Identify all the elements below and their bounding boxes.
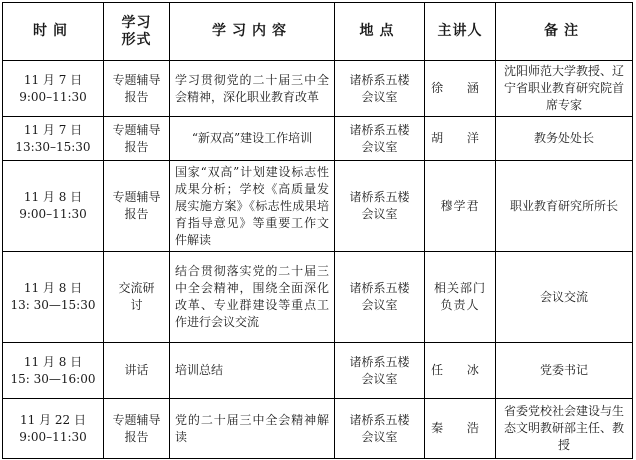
header-time: 时间: [3, 3, 104, 61]
form-cell: 专题辅导报告: [104, 117, 170, 161]
header-content: 学习内容: [170, 3, 335, 61]
header-form: 学习形式: [104, 3, 170, 61]
header-location: 地点: [335, 3, 425, 61]
content-cell: 党的二十届三中全会精神解读: [170, 399, 335, 459]
form-cell: 讲话: [104, 343, 170, 399]
date-time-cell: [3, 399, 104, 459]
location-cell: 诸桥系五楼会议室: [335, 399, 425, 459]
speaker-cell: 胡 洋: [425, 117, 496, 161]
schedule-table-container: [2, 2, 632, 458]
date-text: 11 月 7 日: [23, 72, 83, 87]
time-text: 15: 30—16:00: [10, 371, 96, 386]
speaker-cell: 秦 浩: [425, 399, 496, 459]
time-text: 9:00–11:30: [19, 429, 87, 444]
table-row: [3, 252, 633, 343]
date-text: 11 月 8 日: [23, 190, 83, 204]
table-row: [3, 343, 633, 399]
time-text: 13:30–15:30: [15, 139, 91, 154]
table-row: [3, 399, 633, 459]
content-cell: 培训总结: [170, 343, 335, 399]
remarks-cell: 省委党校社会建设与生态文明教研部主任、教授: [496, 399, 633, 459]
location-cell: 诸桥系五楼会议室: [335, 117, 425, 161]
date-text: 11 月 22 日: [20, 412, 86, 427]
time-text: 9:00–11:30: [19, 207, 87, 221]
table-row: [3, 61, 633, 117]
time-text: 9:00–11:30: [19, 89, 87, 104]
speaker-cell: 穆学君: [425, 161, 496, 252]
table-header-row: [3, 3, 633, 61]
content-cell: “新双高”建设工作培训: [170, 117, 335, 161]
date-text: 11 月 7 日: [23, 122, 83, 137]
date-time-cell: [3, 161, 104, 252]
remarks-cell: 党委书记: [496, 343, 633, 399]
speaker-cell: 任 冰: [425, 343, 496, 399]
form-cell: 交流研讨: [104, 252, 170, 343]
date-text: 11 月 8 日: [23, 281, 83, 295]
form-cell: 专题辅导报告: [104, 399, 170, 459]
remarks-cell: 教务处处长: [496, 117, 633, 161]
date-time-cell: [3, 61, 104, 117]
date-time-cell: [3, 117, 104, 161]
speaker-cell: 相关部门负责人: [425, 252, 496, 343]
header-speaker: 主讲人: [425, 3, 496, 61]
study-schedule-table: [2, 2, 633, 459]
location-cell: 诸桥系五楼会议室: [335, 61, 425, 117]
form-cell: 专题辅导报告: [104, 161, 170, 252]
table-row: [3, 117, 633, 161]
time-text: 13: 30—15:30: [10, 298, 96, 312]
location-cell: 诸桥系五楼会议室: [335, 252, 425, 343]
speaker-cell: 徐 涵: [425, 61, 496, 117]
date-time-cell: [3, 343, 104, 399]
table-row: [3, 161, 633, 252]
remarks-cell: 沈阳师范大学教授、辽宁省职业教育研究院首席专家: [496, 61, 633, 117]
location-cell: 诸桥系五楼会议室: [335, 343, 425, 399]
content-cell: 国家“双高”计划建设标志性成果分析；学校《高质量发展实施方案》《标志性成果培育指导意见》等重要工作文件解读: [170, 161, 335, 252]
date-time-cell: [3, 252, 104, 343]
header-remarks: 备注: [496, 3, 633, 61]
form-cell: 专题辅导报告: [104, 61, 170, 117]
content-cell: 结合贯彻落实党的二十届三中全会精神，围绕全面深化改革、专业群建设等重点工作进行会议交流: [170, 252, 335, 343]
location-cell: 诸桥系五楼会议室: [335, 161, 425, 252]
remarks-cell: 会议交流: [496, 252, 633, 343]
remarks-cell: 职业教育研究所所长: [496, 161, 633, 252]
date-text: 11 月 8 日: [23, 354, 83, 369]
content-cell: 学习贯彻党的二十届三中全会精神，深化职业教育改革: [170, 61, 335, 117]
